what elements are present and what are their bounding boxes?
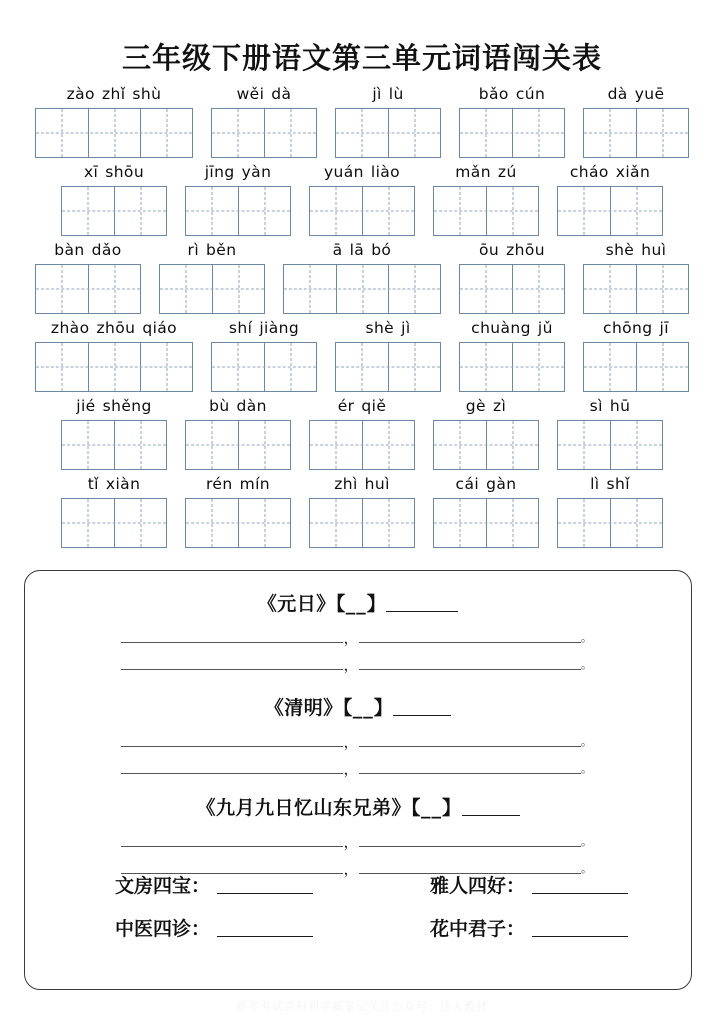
pinyin-syllable: gàn [486,475,517,493]
tianzige-cell[interactable] [434,499,486,547]
pinyin-label [206,474,270,495]
pinyin-label [603,318,669,339]
tianzige-cell[interactable] [610,421,662,469]
tianzige-cell[interactable] [460,265,512,313]
pinyin-syllable: dàn [236,397,267,415]
pinyin-label [237,84,292,105]
pinyin-syllable: zì [492,397,507,415]
word-group [309,474,415,548]
term-answer-blank[interactable] [532,893,628,894]
tianzige-cell[interactable] [284,265,336,313]
tianzige-cell[interactable] [512,343,564,391]
page-title: 三年级下册语文第三单元词语闯关表 [121,41,602,75]
tianzige-cell[interactable] [186,499,238,547]
tianzige-cell[interactable] [186,421,238,469]
pinyin-syllable: yuán [323,163,364,181]
tianzige-cell[interactable] [114,499,166,547]
pinyin-label [479,84,545,105]
poem-name: 《清明》 [264,697,343,719]
bracket-close: 】 [442,797,462,819]
poem-blank-second-half[interactable] [359,669,581,670]
tianzige-cell[interactable] [388,265,440,313]
pinyin-syllable: cún [515,85,546,103]
tianzige-grid[interactable] [433,498,539,548]
poem-block [25,693,691,778]
tianzige-grid[interactable] [35,342,193,392]
tianzige-cell[interactable] [336,343,388,391]
pinyin-label [570,162,650,183]
tianzige-cell[interactable] [114,187,166,235]
pinyin-syllable: jiàng [259,319,300,337]
pinyin-syllable: wěi [236,85,265,103]
tianzige-grid[interactable] [557,498,663,548]
word-group [61,474,167,548]
comma-mark: ， [343,833,359,851]
pinyin-syllable: qiě [361,397,387,415]
poem-title [25,793,691,820]
tianzige-grid[interactable] [35,264,141,314]
tianzige-grid[interactable] [61,186,167,236]
tianzige-cell[interactable] [434,187,486,235]
pinyin-label [76,396,151,417]
pinyin-syllable: zhōu [506,241,545,259]
word-row [0,474,724,552]
pinyin-syllable: liào [370,163,401,181]
pinyin-label [372,84,403,105]
pinyin-syllable: shōu [105,163,145,181]
word-group [159,240,265,314]
tianzige-cell[interactable] [460,343,512,391]
tianzige-cell[interactable] [238,421,290,469]
tianzige-cell[interactable] [212,109,264,157]
tianzige-grid[interactable] [459,264,565,314]
pinyin-syllable: yuē [634,85,665,103]
tianzige-cell[interactable] [362,187,414,235]
pinyin-label [51,318,177,339]
term-item [25,871,376,898]
term-item [376,871,691,898]
pinyin-syllable: shè [605,241,635,259]
word-grid-section [0,84,724,552]
word-group [433,396,539,470]
tianzige-cell[interactable] [36,343,88,391]
pinyin-syllable: shí [228,319,253,337]
pinyin-syllable: sì [589,397,603,415]
tianzige-cell[interactable] [636,343,688,391]
pinyin-syllable: xiǎn [615,163,651,181]
word-group [335,318,441,392]
tianzige-cell[interactable] [212,265,264,313]
tianzige-cell[interactable] [62,187,114,235]
pinyin-syllable: cháo [569,163,609,181]
tianzige-cell[interactable] [310,499,362,547]
pinyin-syllable: shè [365,319,395,337]
tianzige-cell[interactable] [264,343,316,391]
tianzige-cell[interactable] [36,109,88,157]
pinyin-syllable: mín [239,475,271,493]
pinyin-syllable: bàn [54,241,85,259]
comma-mark: ， [343,629,359,647]
term-row [25,871,691,898]
bracket-close: 】 [373,697,394,719]
pinyin-syllable: xiàn [105,475,141,493]
poem-answer-line[interactable] [25,629,691,647]
pinyin-syllable: shǐ [606,475,630,493]
pinyin-syllable: cái [455,475,480,493]
poem-answer-line[interactable] [25,760,691,778]
bracket-open: 【 [342,697,353,719]
tianzige-grid[interactable] [335,108,441,158]
tianzige-cell[interactable] [88,343,140,391]
tianzige-cell[interactable] [160,265,212,313]
pinyin-syllable: dà [607,85,628,103]
term-row [25,914,691,941]
pinyin-syllable: zào [66,85,95,103]
tianzige-grid[interactable] [557,186,663,236]
tianzige-cell[interactable] [238,499,290,547]
word-row [0,162,724,240]
pinyin-syllable: lā [349,241,365,259]
period-mark: 。 [581,658,592,671]
tianzige-cell[interactable] [558,499,610,547]
word-group [35,84,193,158]
term-label: 花中君子： [430,918,526,940]
pinyin-label [456,474,517,495]
word-group [459,240,565,314]
term-item [25,914,376,941]
poem-block [25,793,691,878]
tianzige-grid[interactable] [185,498,291,548]
period-mark: 。 [581,735,592,748]
pinyin-syllable: jīng [204,163,235,181]
pinyin-syllable: qiáo [142,319,178,337]
pinyin-syllable: chuàng [471,319,531,337]
bracket-open: 【 [410,797,421,819]
word-group [185,162,291,236]
poem-name: 《九月九日忆山东兄弟》 [196,797,411,819]
comma-mark: ， [343,860,359,878]
term-label: 雅人四好： [430,875,526,897]
tianzige-cell[interactable] [264,109,316,157]
poem-blank-second-half[interactable] [359,846,581,847]
pinyin-syllable: xī [83,163,99,181]
pinyin-syllable: bó [371,241,392,259]
dynasty-blank[interactable]: __ [352,697,374,719]
term-label: 中医四诊： [115,918,211,940]
poem-panel [24,570,692,990]
poem-blank-first-half[interactable] [121,669,343,670]
pinyin-label [67,84,162,105]
pinyin-syllable: zhào [50,319,90,337]
pinyin-syllable: jī [659,319,669,337]
pinyin-label [608,84,665,105]
poem-answer-line[interactable] [25,733,691,751]
pinyin-syllable: shù [132,85,162,103]
pinyin-syllable: yàn [241,163,272,181]
pinyin-syllable: bù [209,397,230,415]
word-group [185,396,291,470]
pinyin-label [338,396,387,417]
pinyin-label [84,162,144,183]
tianzige-grid[interactable] [35,108,193,158]
tianzige-cell[interactable] [610,187,662,235]
watermark: 更多考试资料和学霸笔记关注公众号：达人教材 [236,1000,488,1013]
pinyin-syllable: rì [187,241,200,259]
word-group [557,474,663,548]
tianzige-cell[interactable] [584,265,636,313]
word-group [309,162,415,236]
poem-title [25,589,691,616]
tianzige-cell[interactable] [62,421,114,469]
tianzige-grid[interactable] [61,420,167,470]
tianzige-cell[interactable] [388,343,440,391]
poem-blank-second-half[interactable] [359,642,581,643]
word-row [0,84,724,162]
tianzige-grid[interactable] [557,420,663,470]
tianzige-grid[interactable] [211,342,317,392]
tianzige-cell[interactable] [584,109,636,157]
word-group [459,84,565,158]
pinyin-syllable: chōng [603,319,653,337]
pinyin-syllable: jié [76,397,96,415]
word-group [433,474,539,548]
word-group [433,162,539,236]
tianzige-cell[interactable] [486,187,538,235]
tianzige-cell[interactable] [388,109,440,157]
period-mark: 。 [581,835,592,848]
tianzige-cell[interactable] [212,343,264,391]
tianzige-cell[interactable] [36,265,88,313]
poem-block [25,589,691,674]
tianzige-grid[interactable] [61,498,167,548]
tianzige-cell[interactable] [114,421,166,469]
tianzige-grid[interactable] [159,264,265,314]
pinyin-syllable: rén [205,475,233,493]
pinyin-syllable: bǎo [478,85,509,103]
pinyin-syllable: hū [609,397,631,415]
pinyin-syllable: zú [497,163,517,181]
tianzige-grid[interactable] [309,498,415,548]
poem-answer-line[interactable] [25,656,691,674]
term-answer-blank[interactable] [217,893,313,894]
comma-mark: ， [343,733,359,751]
word-group [283,240,441,314]
pinyin-syllable: zhōu [96,319,136,337]
tianzige-grid[interactable] [211,108,317,158]
tianzige-cell[interactable] [434,421,486,469]
dynasty-blank[interactable]: __ [421,797,442,819]
pinyin-syllable: ér [337,397,355,415]
word-group [211,84,317,158]
word-row [0,396,724,474]
tianzige-cell[interactable] [636,109,688,157]
word-group [61,162,167,236]
word-group [583,84,689,158]
poem-blank-first-half[interactable] [121,642,343,643]
pinyin-label [479,240,545,261]
word-group [335,84,441,158]
term-answer-blank[interactable] [532,936,628,937]
pinyin-syllable: jǔ [537,319,553,337]
tianzige-cell[interactable] [512,109,564,157]
tianzige-cell[interactable] [238,187,290,235]
tianzige-cell[interactable] [636,265,688,313]
pinyin-label [590,396,631,417]
pinyin-syllable: dǎo [91,241,122,259]
term-item [376,914,691,941]
tianzige-grid[interactable] [433,420,539,470]
term-answer-blank[interactable] [217,936,313,937]
pinyin-label [466,396,506,417]
tianzige-grid[interactable] [583,342,689,392]
comma-mark: ， [343,656,359,674]
pinyin-label [188,240,237,261]
author-blank[interactable] [462,815,520,816]
pinyin-syllable: ōu [479,241,500,259]
period-mark: 。 [581,762,592,775]
bracket-close: 】 [366,593,387,615]
term-label: 文房四宝： [115,875,211,897]
tianzige-grid[interactable] [185,186,291,236]
tianzige-cell[interactable] [584,343,636,391]
word-group [309,396,415,470]
pinyin-label [324,162,400,183]
tianzige-cell[interactable] [140,109,192,157]
pinyin-syllable: zhì [334,475,358,493]
word-row [0,240,724,318]
word-group [583,240,689,314]
tianzige-grid[interactable] [309,186,415,236]
pinyin-syllable: zhǐ [101,85,126,103]
word-group [459,318,565,392]
word-group [35,318,193,392]
tianzige-cell[interactable] [336,265,388,313]
tianzige-cell[interactable] [512,265,564,313]
tianzige-cell[interactable] [310,187,362,235]
tianzige-cell[interactable] [62,499,114,547]
pinyin-label [471,318,553,339]
tianzige-cell[interactable] [460,109,512,157]
pinyin-syllable: tǐ [87,475,99,493]
tianzige-cell[interactable] [336,109,388,157]
tianzige-grid[interactable] [459,342,565,392]
period-mark: 。 [581,631,592,644]
tianzige-grid[interactable] [335,342,441,392]
author-blank[interactable] [386,611,458,612]
tianzige-cell[interactable] [140,343,192,391]
word-group [557,396,663,470]
poem-name: 《元日》 [257,593,336,615]
pinyin-label [333,240,392,261]
pinyin-syllable: ā [332,241,343,259]
tianzige-grid[interactable] [433,186,539,236]
tianzige-grid[interactable] [185,420,291,470]
comma-mark: ， [343,760,359,778]
poem-blank-first-half[interactable] [121,846,343,847]
pinyin-syllable: gè [465,397,486,415]
pinyin-label [590,474,630,495]
pinyin-label [334,474,390,495]
poem-blank-second-half[interactable] [359,773,581,774]
dynasty-blank[interactable]: __ [345,593,367,615]
word-group [35,240,141,314]
word-group [185,474,291,548]
poem-blank-first-half[interactable] [121,746,343,747]
poem-title [25,693,691,720]
tianzige-cell[interactable] [186,187,238,235]
pinyin-label [88,474,141,495]
tianzige-cell[interactable] [310,421,362,469]
pinyin-label [365,318,410,339]
tianzige-grid[interactable] [309,420,415,470]
tianzige-grid[interactable] [459,108,565,158]
tianzige-cell[interactable] [362,421,414,469]
word-group [61,396,167,470]
pinyin-syllable: mǎn [455,163,491,181]
tianzige-grid[interactable] [583,264,689,314]
bracket-open: 【 [335,593,346,615]
period-mark: 。 [581,862,592,875]
word-group [557,162,663,236]
tianzige-grid[interactable] [583,108,689,158]
tianzige-cell[interactable] [88,265,140,313]
pinyin-syllable: běn [206,241,237,259]
tianzige-grid[interactable] [283,264,441,314]
pinyin-label [606,240,667,261]
pinyin-label [54,240,121,261]
pinyin-label [205,162,272,183]
tianzige-cell[interactable] [610,499,662,547]
pinyin-syllable: shěng [102,397,152,415]
pinyin-syllable: lì [590,475,600,493]
pinyin-syllable: lù [388,85,404,103]
pinyin-label [229,318,299,339]
pinyin-label [209,396,267,417]
pinyin-syllable: jì [372,85,382,103]
word-group [211,318,317,392]
pinyin-label [455,162,516,183]
author-blank[interactable] [393,715,451,716]
poem-blank-second-half[interactable] [359,746,581,747]
pinyin-syllable: dà [271,85,292,103]
tianzige-cell[interactable] [486,421,538,469]
pinyin-syllable: huì [364,475,390,493]
poem-answer-line[interactable] [25,833,691,851]
word-row [0,318,724,396]
tianzige-cell[interactable] [558,421,610,469]
pinyin-syllable: jì [401,319,411,337]
word-group [583,318,689,392]
pinyin-syllable: huì [641,241,667,259]
tianzige-cell[interactable] [486,499,538,547]
tianzige-cell[interactable] [362,499,414,547]
terms-section [25,871,691,957]
tianzige-cell[interactable] [88,109,140,157]
poem-blank-first-half[interactable] [121,773,343,774]
tianzige-cell[interactable] [558,187,610,235]
